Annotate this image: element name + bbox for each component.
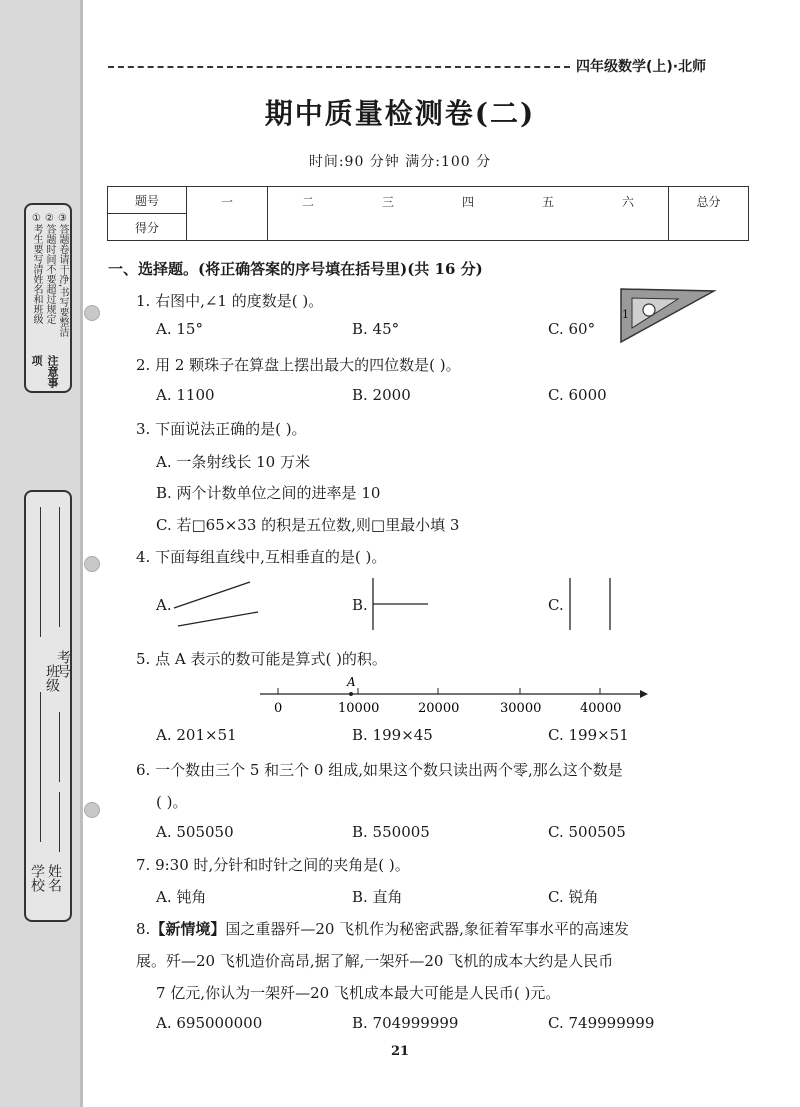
option-a: A. 一条射线长 10 万米 [156, 453, 310, 471]
option-c: C. 若□65×33 的积是五位数,则□里最小填 3 [156, 516, 460, 534]
option-a: A. 695000000 [156, 1014, 263, 1032]
angle-label: 1 [622, 308, 629, 321]
id-blank-2 [40, 507, 41, 637]
page-number: 21 [390, 1044, 410, 1059]
question-stem: 6. 一个数由三个 5 和三个 0 组成,如果这个数只读出两个零,那么这个数是 [136, 761, 623, 779]
question-stem [136, 918, 629, 939]
tick-label: 30000 [500, 701, 542, 716]
score-row-label: 得分 [108, 214, 187, 241]
school-blank [40, 692, 41, 842]
score-header-cell: 二 [268, 187, 349, 241]
class-blank [59, 507, 60, 627]
option-a: A. 505050 [156, 823, 234, 841]
tick-label: 40000 [580, 701, 622, 716]
question-stem: 3. 下面说法正确的是( )。 [136, 420, 307, 438]
option-c: C. 749999999 [548, 1014, 655, 1032]
new-context-tag: 【新情境】 [150, 920, 226, 938]
option-b: B. 两个计数单位之间的进率是 10 [156, 484, 381, 502]
notice-title: 注意事项 [30, 355, 59, 388]
option-c: C. 60° [548, 320, 596, 338]
student-info-box [24, 490, 72, 922]
question-stem: 7. 9:30 时,分针和时针之间的夹角是( )。 [136, 856, 410, 874]
series-label: 四年级数学(上)·北师 [576, 59, 707, 75]
lines-figure-c [564, 576, 614, 632]
question-stem: 4. 下面每组直线中,互相垂直的是( )。 [136, 548, 387, 566]
id-blank [59, 712, 60, 782]
lines-figure-a [172, 578, 260, 628]
exam-info: 时间:90 分钟 满分:100 分 [308, 154, 492, 170]
question-stem-cont: 7 亿元,你认为一架歼—20 飞机成本最大可能是人民币( )元。 [156, 984, 561, 1002]
option-c: C. 锐角 [548, 888, 599, 906]
binding-hole [84, 305, 100, 321]
question-stem-cont: 展。歼—20 飞机造价高昂,据了解,一架歼—20 飞机的成本大约是人民币 [136, 952, 614, 970]
notice-line: ③答题卷请干净,书写要整洁 [57, 213, 68, 338]
option-b: B. 2000 [352, 386, 411, 404]
question-stem: 2. 用 2 颗珠子在算盘上摆出最大的四位数是( )。 [136, 356, 461, 374]
score-header-cell: 六 [588, 187, 669, 241]
binding-hole [84, 556, 100, 572]
option-b: B. 直角 [352, 888, 403, 906]
page-title: 期中质量检测卷(二) [264, 97, 536, 130]
question-stem: 1. 右图中,∠1 的度数是( )。 [136, 292, 324, 310]
name-blank [59, 792, 60, 852]
class-label: 班级 [44, 664, 60, 692]
point-a-label: A [347, 675, 356, 689]
id-label: 考号 [55, 650, 71, 678]
score-header-cell: 一 [187, 187, 268, 241]
option-a: A. 钝角 [156, 888, 207, 906]
score-header-cell: 题号 [108, 187, 187, 214]
question-stem-cont: ( )。 [156, 793, 188, 811]
option-c: C. 500505 [548, 823, 626, 841]
score-header-cell: 三 [348, 187, 428, 241]
option-b: B. [352, 596, 368, 614]
set-square-figure [618, 286, 718, 346]
option-b: B. 704999999 [352, 1014, 459, 1032]
binding-hole [84, 802, 100, 818]
section-heading: 一、选择题。(将正确答案的序号填在括号里)(共 16 分) [108, 260, 483, 278]
header-dashed-line [108, 66, 570, 68]
question-number: 8. [136, 920, 151, 938]
school-label: 学校 [29, 864, 45, 892]
score-header-cell: 四 [428, 187, 508, 241]
name-label: 姓名 [46, 864, 62, 892]
score-table [107, 186, 749, 241]
number-line [258, 674, 648, 718]
option-b: B. 45° [352, 320, 400, 338]
tick-label: 10000 [338, 701, 380, 716]
option-a: A. 1100 [156, 386, 215, 404]
option-b: B. 550005 [352, 823, 430, 841]
lines-figure-b [368, 576, 432, 632]
question-stem: 5. 点 A 表示的数可能是算式( )的积。 [136, 650, 387, 668]
option-a: A. [156, 596, 172, 614]
option-c: C. [548, 596, 564, 614]
notice-box [24, 203, 72, 393]
score-header-cell: 总分 [669, 187, 749, 241]
option-a: A. 201×51 [156, 726, 237, 744]
option-c: C. 6000 [548, 386, 607, 404]
question-text: 国之重器歼—20 飞机作为秘密武器,象征着军事水平的高速发 [225, 920, 629, 938]
tick-label: 20000 [418, 701, 460, 716]
notice-line: ①考生要写清姓名和班级 [31, 213, 42, 324]
tick-label: 0 [274, 701, 283, 716]
score-header-cell: 五 [508, 187, 588, 241]
option-b: B. 199×45 [352, 726, 433, 744]
notice-line: ②答题时间不要超过规定 [44, 213, 55, 324]
option-c: C. 199×51 [548, 726, 629, 744]
option-a: A. 15° [156, 320, 203, 338]
